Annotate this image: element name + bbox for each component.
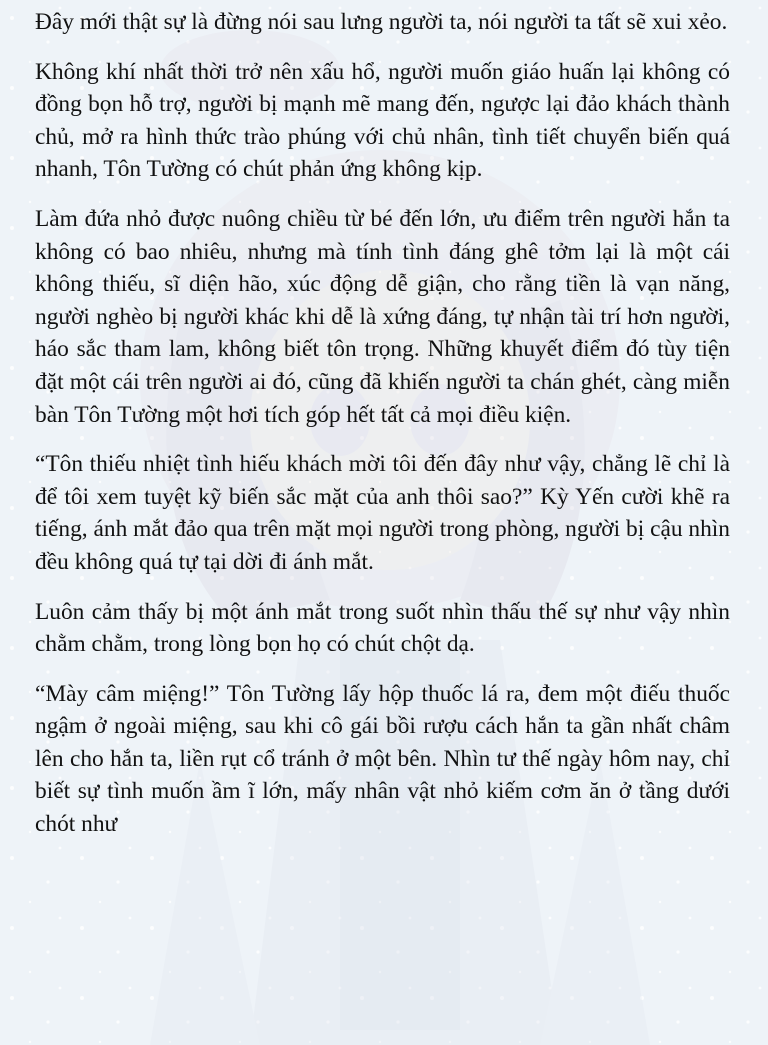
paragraph-1: Đây mới thật sự là đừng nói sau lưng người ta, nói người ta tất sẽ xui xẻo. xyxy=(35,9,728,35)
paragraph-4: “Tôn thiếu nhiệt tình hiếu khách mời tôi đến đây như vậy, chẳng lẽ chỉ là để tôi xem tuyệt kỹ biến sắc mặt của anh thôi sao?” Kỳ Yến cười khẽ ra tiếng, ánh mắt đảo qua trên mặt mọi người trong phòng, người bị cậu nhìn đều không quá tự tại dời đi ánh mắt. xyxy=(35,451,730,575)
paragraph-5: Luôn cảm thấy bị một ánh mắt trong suốt nhìn thấu thế sự như vậy nhìn chằm chằm, trong lòng bọn họ có chút chột dạ. xyxy=(35,598,730,658)
paragraph-2: Không khí nhất thời trở nên xấu hổ, người muốn giáo huấn lại không có đồng bọn hỗ trợ, người bị mạnh mẽ mang đến, ngược lại đảo khách thành chủ, mở ra hình thức trào phúng với chủ nhân, tình tiết chuyển biến quá nhanh, Tôn Tường có chút phản ứng không kịp. xyxy=(35,58,730,183)
paragraph-6: “Mày câm miệng!” Tôn Tường lấy hộp thuốc lá ra, đem một điếu thuốc ngậm ở ngoài miệng, sau khi cô gái bồi rượu cách hắn ta gần nhất châm lên cho hắn ta, liền rụt cổ tránh ở một bên. Nhìn tư thế ngày hôm nay, chỉ biết sự tình muốn ầm ĩ lớn, mấy nhân vật nhỏ kiếm cơm ăn ở tầng dưới chót như xyxy=(35,680,730,838)
paragraph-3: Làm đứa nhỏ được nuông chiều từ bé đến lớn, ưu điểm trên người hắn ta không có bao nhiêu, nhưng mà tính tình đáng ghê tởm lại là một cái không thiếu, sĩ diện hão, xúc động dễ giận, cho rằng tiền là vạn năng, người nghèo bị người khác khi dễ là xứng đáng, tự nhận tài trí hơn người, háo sắc tham lam, không biết tôn trọng. Những khuyết điểm đó tùy tiện đặt một cái trên người ai đó, cũng đã khiến người ta chán ghét, càng miễn bàn Tôn Tường một hơi tích góp hết tất cả mọi điều kiện. xyxy=(35,205,730,428)
